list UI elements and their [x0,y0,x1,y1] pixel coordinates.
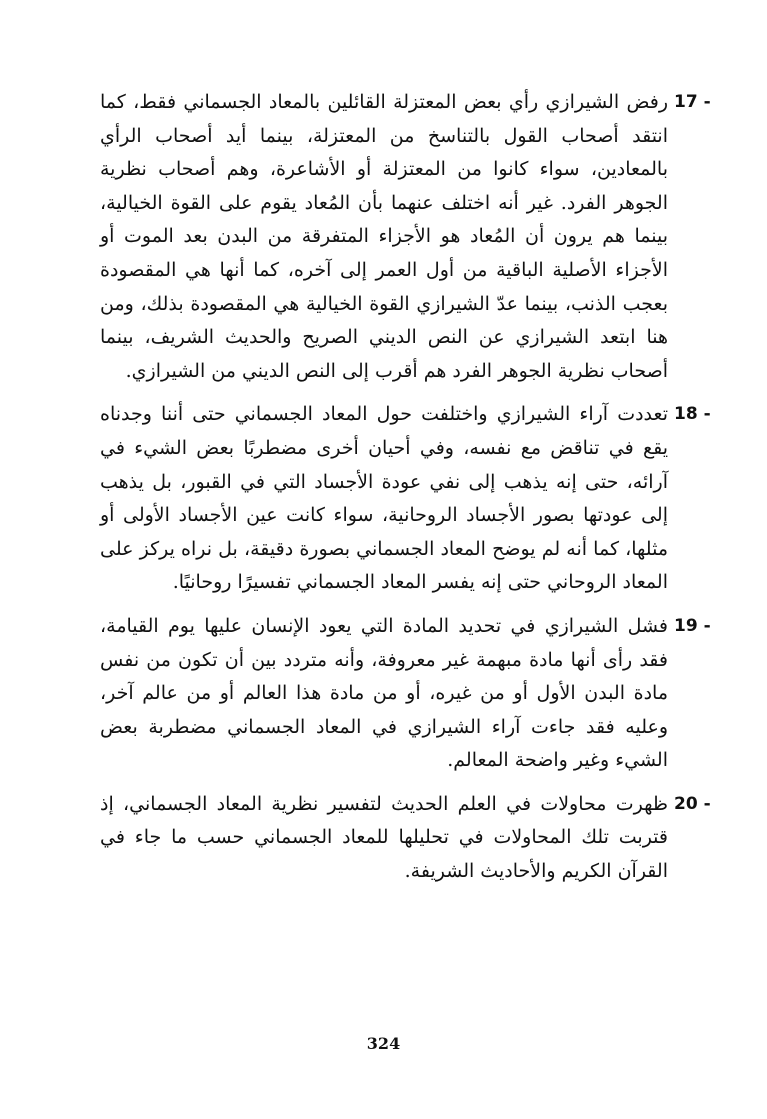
item-number: 20 - [674,793,711,814]
list-item-19 [100,610,711,778]
page-number: 324 [366,1034,401,1053]
item-paragraph: رفض الشيرازي رأي بعض المعتزلة القائلين بالمعاد الجسماني فقط، كما انتقد أصحاب القول بالتناسخ من المعتزلة، بينما أيد أصحاب الرأي بالمعادين، سواء كانوا من المعتزلة أو الأشاعرة، وهم أصحاب نظرية الجوهر الفرد. غير أنه اختلف عنهما بأن المُعاد يقوم على القوة الخيالية، بينما هم يرون أن المُعاد هو الأجزاء المتفرقة من البدن بعد الموت أو الأجزاء الأصلية الباقية من أول العمر إلى آخره، كما أنها هي المقصودة بعجب الذنب، بينما عدّ الشيرازي القوة الخيالية هي المقصودة بذلك، ومن هنا ابتعد الشيرازي عن النص الديني الصريح والحديث الشريف، بينما أصحاب نظرية الجوهر الفرد هم أقرب إلى النص الديني من الشيرازي. [100,91,668,382]
list-item-18 [100,398,711,600]
numbered-list [100,86,711,899]
item-number: 18 - [674,404,711,425]
item-number: 19 - [674,615,711,636]
item-paragraph: ظهرت محاولات في العلم الحديث لتفسير نظرية المعاد الجسماني، إذ قتربت تلك المحاولات في تحليلها للمعاد الجسماني حسب ما جاء في القرآن الكريم والأحاديث الشريفة. [100,792,668,883]
item-number: 17 - [674,92,711,112]
item-paragraph: فشل الشيرازي في تحديد المادة التي يعود الإنسان عليها يوم القيامة، فقد رأى أنها مادة مبهمة غير معروفة، وأنه متردد بين أن تكون من نفس مادة البدن الأول أو من غيره، أو من مادة هذا العالم أو من عالم آخر، وعليه فقد جاءت آراء الشيرازي في المعاد الجسماني مضطربة بعض الشيء وغير واضحة المعالم. [100,614,669,772]
list-item-20 [100,788,711,889]
list-item-17 [100,86,711,388]
item-paragraph: تعددت آراء الشيرازي واختلفت حول المعاد الجسماني حتى أننا وجدناه يقع في تناقض مع نفسه، وفي أحيان أخرى مضطربًا بعض الشيء في آرائه، حتى إنه يذهب إلى نفي عودة الأجساد التي في القبور، بل يذهب إلى عودتها بصور الأجساد الروحانية، سواء كانت عين الأجساد الأولى أو مثلها، كما أنه لم يوضح المعاد الجسماني بصورة دقيقة، بل نراه يركز على المعاد الروحاني حتى إنه يفسر المعاد الجسماني تفسيرًا روحانيًا. [100,403,668,594]
